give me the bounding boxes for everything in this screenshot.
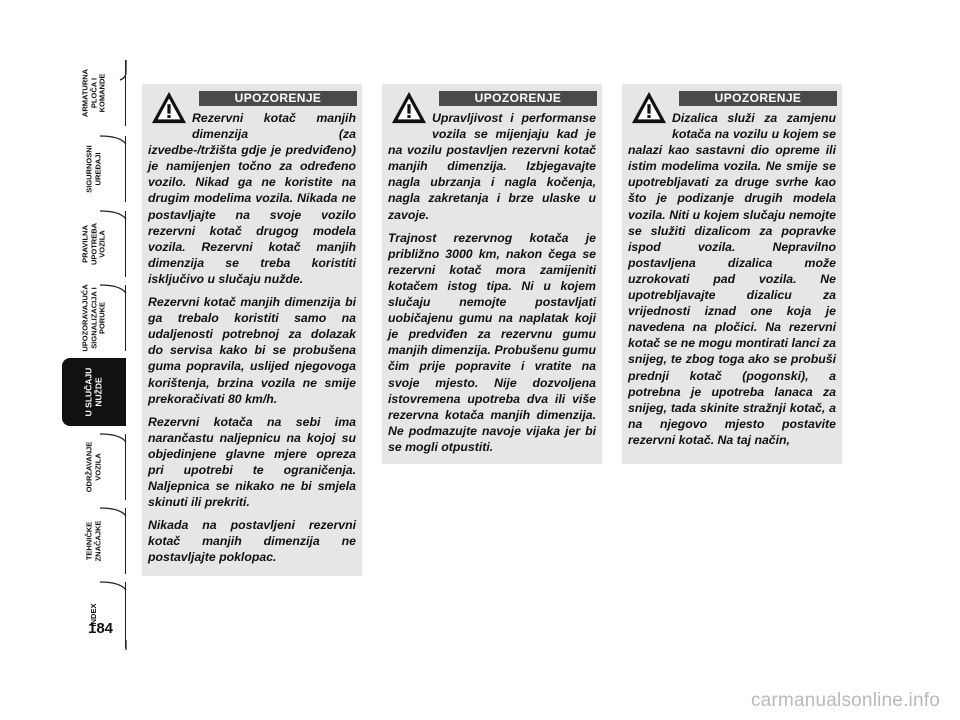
- paragraph: Dizalica služi za zamjenu kotača na vozilu u kojem se nalazi kao sastavni dio opreme ili istim modelima vozila. Ne smije se upotrebljavati za druge svrhe kao što je podizanje drugih modela vozila. Niti u kojem slučaju nemojte se služiti dizalicom za popravke ispod vozila. Nepravilno postavljena dizalica može uzrokovati pad vozila. Ne upotrebljavajte dizalicu za vrijednosti iznad one koja je navedena na pločici. Na rezervni kotač se ne mogu montirati lanci za snijeg, te zbog toga ako se probuši prednji kotač (pogonski), a potrebna je upotreba lanaca za snijeg, tada skinite stražnji kotač, a na njegovo mjesto postavite rezervni kotač. Na taj način,: [628, 111, 836, 447]
- tab-label: UPOZORAVAJUĆA SIGNALIZACIJA I PORUKE: [80, 284, 107, 352]
- panel-body: [382, 84, 602, 470]
- warning-panel-2: [382, 84, 602, 464]
- watermark: carmanualsonline.info: [750, 690, 940, 711]
- tab-label: SIGURNOSNI UREĐAJI: [84, 145, 102, 193]
- tab-label: PRAVILNA UPOTREBA VOZILA: [80, 222, 107, 266]
- sidebar-dividers: [100, 50, 130, 650]
- panel-body: [622, 84, 842, 463]
- warning-panel-1: [142, 84, 362, 576]
- warning-panel-3: [622, 84, 842, 464]
- tab-label: INDEX: [88, 603, 98, 627]
- tab-label: ARMATURNA PLOČA I KOMANDE: [80, 68, 107, 118]
- warning-banner: UPOZORENJE: [439, 91, 597, 106]
- warning-banner: UPOZORENJE: [199, 91, 357, 106]
- tab-label: TEHNIČKE ZNAČAJKE: [84, 520, 102, 562]
- paragraph: Rezervni kotača na sebi ima narančastu naljepnicu na kojoj su objedinjene glavne mjere opreza pri upotrebi te ograničenja. Naljepnica se nikako ne bi smjela skinuti ili prekriti.: [148, 414, 356, 510]
- paragraph: Rezervni kotač manjih dimenzija bi ga trebalo koristiti samo na udaljenosti potrebnoj za dolazak do servisa kako bi se probušena guma popravila, uslijed njegovoga korištenja, brzina vozila ne smije prekoračivati 80 km/h.: [148, 295, 356, 406]
- warning-banner: UPOZORENJE: [679, 91, 837, 106]
- paragraph: Nikada na postavljeni rezervni kotač manjih dimenzija ne postavljajte poklopac.: [148, 518, 356, 565]
- warning-triangle-icon: [390, 90, 428, 126]
- tab-label: ODRŽAVANJE VOZILA: [84, 441, 102, 493]
- panel-body: [142, 84, 362, 581]
- paragraph: Rezervni kotač manjih dimenzija (za izvedbe-/tržišta gdje je predviđeno) je namijenjen točno za određeno vozilo. Nikad ga ne koristite na drugim modelima vozila. Nikada ne postavljajte na svoje vozilo rezervni kotač drugog modela vozila. Rezervni kotač manjih dimenzija se treba koristiti isključivo u slučaju nužde.: [148, 111, 356, 286]
- warning-triangle-icon: [150, 90, 188, 126]
- page-number: 184: [88, 620, 114, 637]
- paragraph: Upravljivost i performanse vozila se mijenjaju kad je na vozilu postavljen rezervni kotač manjih dimenzija. Izbjegavajte nagla ubrzanja i nagla kočenja, nagla zakretanja i brze ulaske u zavoje.: [388, 111, 596, 222]
- tab-label: U SLUČAJU NUŽDE: [83, 367, 103, 417]
- paragraph: Trajnost rezervnog kotača je približno 3000 km, nakon čega se rezervni kotač mora zamijeniti kotačem istog tipa. Ni u kojem slučaju nemojte postavljati uobičajenu gumu na naplatak koji je predviđen za rezervnu gumu manjih dimenzija. Probušenu gumu čim prije popravite i vratite na svoje mjesto. Nije dozvoljena istovremena upotreba dva ili više rezervna kotača manjih dimenzija. Ne podmazujte navoje vijaka jer bi se mogli otpustiti.: [388, 230, 596, 454]
- warning-triangle-icon: [630, 90, 668, 126]
